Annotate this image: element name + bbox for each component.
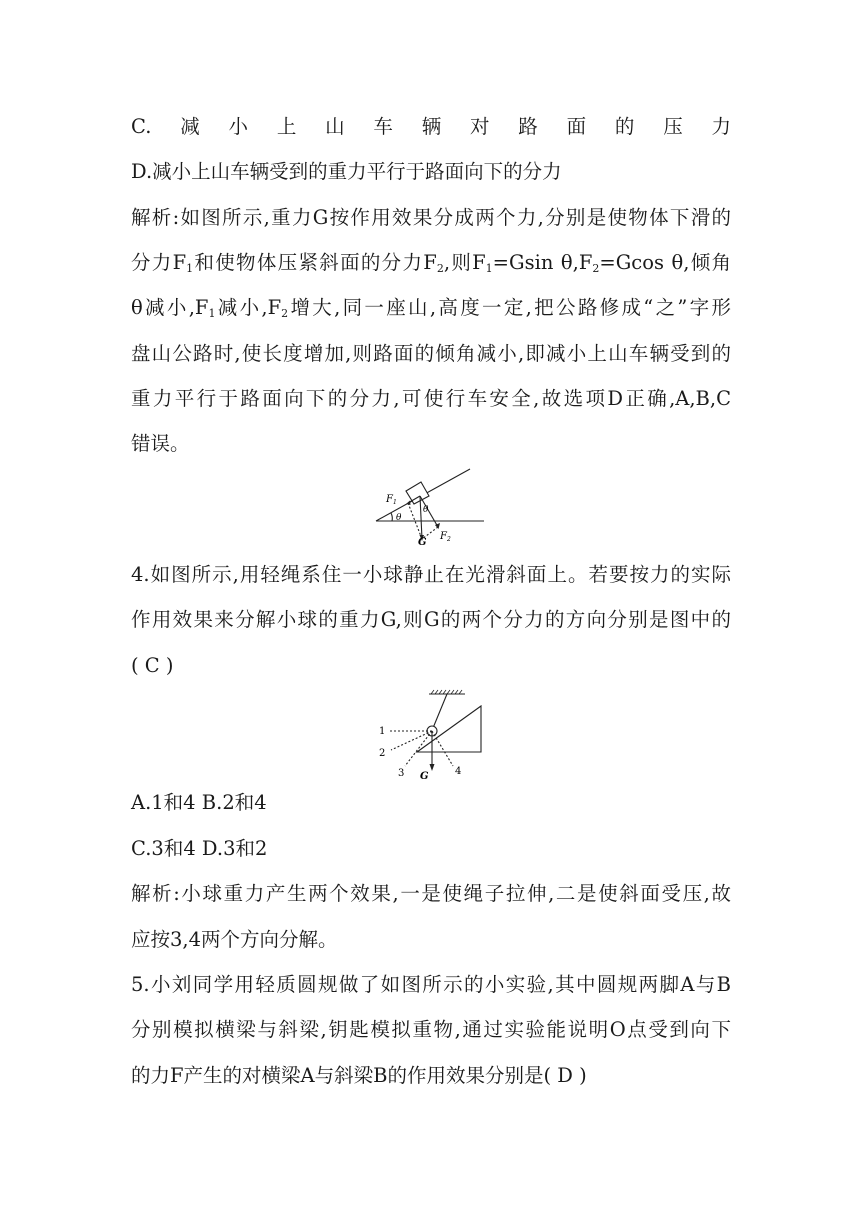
question-4-answer: ( C ) xyxy=(131,654,174,677)
label-theta-2: θ xyxy=(423,505,429,515)
rope xyxy=(433,694,447,728)
label-f2: $F_2$ xyxy=(440,531,451,543)
analysis-3-line-3: θ减小$,F_1$减小$,F_2$增大,同一座山,高度一定,把公路修成“之”字形 xyxy=(131,296,731,320)
label-1: 1 xyxy=(379,726,386,737)
question-5-line-2: 分别模拟横梁与斜梁,钥匙模拟重物,通过实验能说明O点受到向下 xyxy=(131,1018,731,1041)
label-4: 4 xyxy=(455,766,462,777)
block xyxy=(406,482,429,504)
gravity-arrow xyxy=(420,496,422,539)
question-5-line-3: 的力F产生的对横梁A与斜梁B的作用效果分别是( D ) xyxy=(131,1064,587,1087)
label-f1: $F_1$ xyxy=(386,494,397,506)
analysis-3-line-5: 重力平行于路面向下的分力,可使行车安全,故选项D正确,A,B,C xyxy=(131,387,731,410)
analysis-4-line-1: 解析:小球重力产生两个效果,一是使绳子拉伸,二是使斜面受压,故 xyxy=(131,882,731,905)
label-3: 3 xyxy=(398,768,405,779)
analysis-3-line-2: 分力$F_1$和使物体压紧斜面的分力$F_2$,则$F_1=Gsin$ $\theta,F_2=Gcos$ θ,倾角 xyxy=(131,251,732,275)
incline-block-figure xyxy=(374,465,488,545)
label-g: G xyxy=(418,537,427,545)
label-theta-1: θ xyxy=(396,513,402,523)
analysis-3-line-1: 解析:如图所示,重力G按作用效果分成两个力,分别是使物体下滑的 xyxy=(131,206,731,229)
analysis-4-line-2: 应按3,4两个方向分解。 xyxy=(131,928,338,951)
label-2: 2 xyxy=(379,748,386,759)
option-d-prev: D.减小上山车辆受到的重力平行于路面向下的分力 xyxy=(131,160,562,183)
ball-incline-figure xyxy=(375,688,489,782)
question-4-options-cd: C.3和4 D.3和2 xyxy=(131,837,268,860)
analysis-3-line-4: 盘山公路时,使长度增加,则路面的倾角减小,即减小上山车辆受到的 xyxy=(131,342,731,365)
question-4-line-2: 作用效果来分解小球的重力G,则G的两个分力的方向分别是图中的 xyxy=(131,608,731,631)
question-4-options-ab: A.1和4 B.2和4 xyxy=(131,791,267,814)
label-g: G xyxy=(420,771,429,782)
incline-block xyxy=(417,706,481,752)
question-4-line-1: 4.如图所示,用轻绳系住一小球静止在光滑斜面上。若要按力的实际 xyxy=(131,563,731,586)
option-c-prev: C.减小上山车辆对路面的压力 xyxy=(131,115,731,138)
analysis-3-line-6: 错误。 xyxy=(131,432,190,455)
question-5-line-1: 5.小刘同学用轻质圆规做了如图所示的小实验,其中圆规两脚A与B xyxy=(131,973,731,996)
